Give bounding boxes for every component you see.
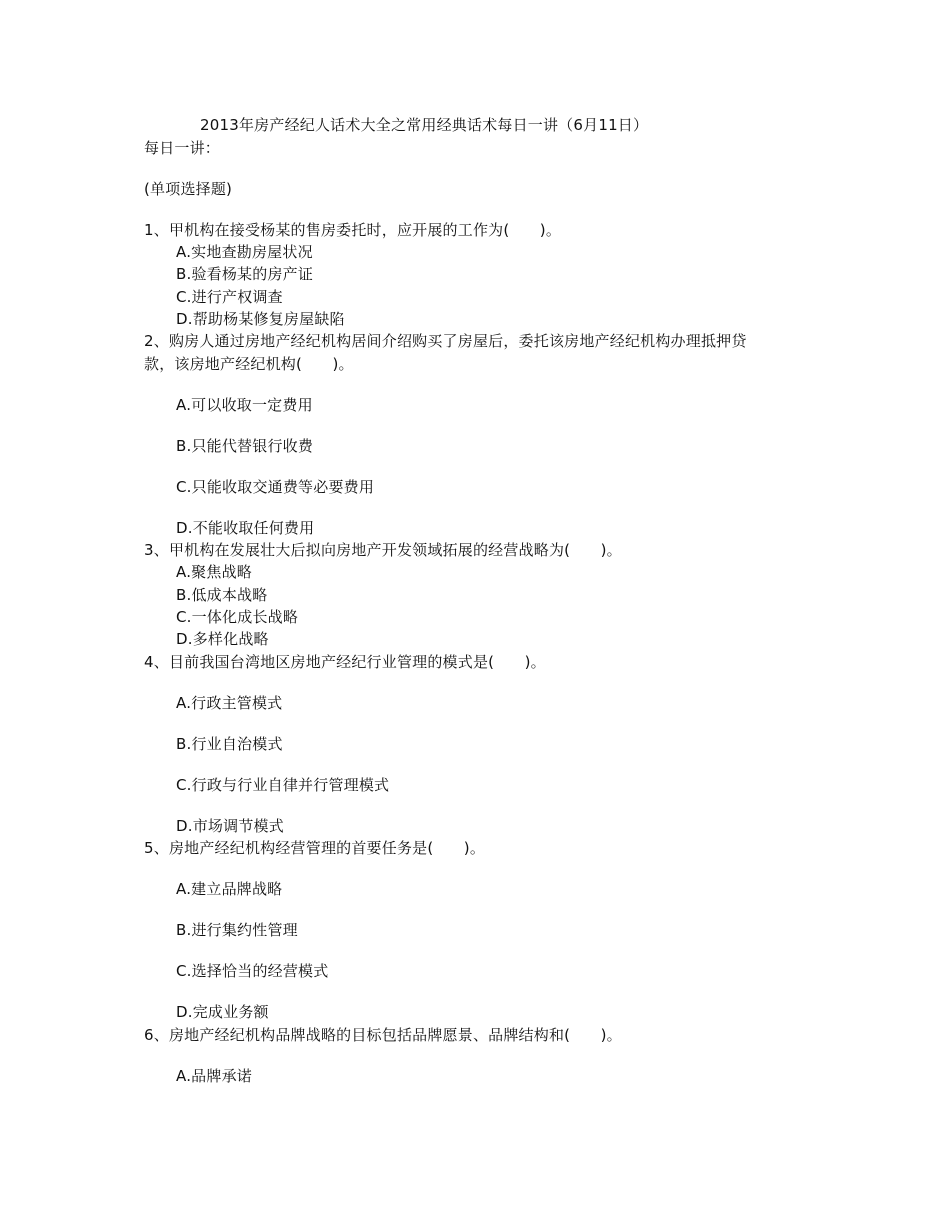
question-1-option-c: C.进行产权调查 — [176, 288, 283, 306]
question-2-option-c: C.只能收取交通费等必要费用 — [176, 478, 375, 496]
question-4-option-a: A.行政主管模式 — [176, 694, 283, 712]
question-5-option-d: D.完成业务额 — [176, 1003, 269, 1021]
question-4-stem: 4、目前我国台湾地区房地产经纪行业管理的模式是( )。 — [144, 653, 546, 671]
question-1-stem: 1、甲机构在接受杨某的售房委托时，应开展的工作为( )。 — [144, 221, 562, 239]
question-2-stem-line-1: 2、购房人通过房地产经纪机构居间介绍购买了房屋后，委托该房地产经纪机构办理抵押贷 — [144, 332, 747, 350]
question-4-option-d: D.市场调节模式 — [176, 817, 284, 835]
document-title: 2013年房产经纪人话术大全之常用经典话术每日一讲（6月11日） — [200, 116, 649, 134]
question-5-option-a: A.建立品牌战略 — [176, 880, 283, 898]
question-2-option-a: A.可以收取一定费用 — [176, 396, 313, 414]
question-1-option-b: B.验看杨某的房产证 — [176, 265, 314, 283]
section-heading: (单项选择题) — [144, 180, 233, 198]
intro-text: 每日一讲： — [144, 139, 221, 157]
question-1-option-d: D.帮助杨某修复房屋缺陷 — [176, 310, 345, 328]
question-6-option-a: A.品牌承诺 — [176, 1067, 252, 1085]
question-5-option-c: C.选择恰当的经营模式 — [176, 962, 329, 980]
question-3-stem: 3、甲机构在发展壮大后拟向房地产开发领域拓展的经营战略为( )。 — [144, 541, 622, 559]
question-5-stem: 5、房地产经纪机构经营管理的首要任务是( )。 — [144, 839, 486, 857]
question-2-option-b: B.只能代替银行收费 — [176, 437, 314, 455]
question-5-option-b: B.进行集约性管理 — [176, 921, 298, 939]
question-1-option-a: A.实地查勘房屋状况 — [176, 243, 313, 261]
question-4-option-b: B.行业自治模式 — [176, 735, 283, 753]
question-4-option-c: C.行政与行业自律并行管理模式 — [176, 776, 390, 794]
question-3-option-b: B.低成本战略 — [176, 586, 268, 604]
question-2-option-d: D.不能收取任何费用 — [176, 519, 315, 537]
question-3-option-d: D.多样化战略 — [176, 630, 269, 648]
question-3-option-a: A.聚焦战略 — [176, 563, 252, 581]
question-3-option-c: C.一体化成长战略 — [176, 608, 299, 626]
question-2-stem-line-2: 款，该房地产经纪机构( )。 — [144, 355, 354, 373]
question-6-stem: 6、房地产经纪机构品牌战略的目标包括品牌愿景、品牌结构和( )。 — [144, 1026, 622, 1044]
